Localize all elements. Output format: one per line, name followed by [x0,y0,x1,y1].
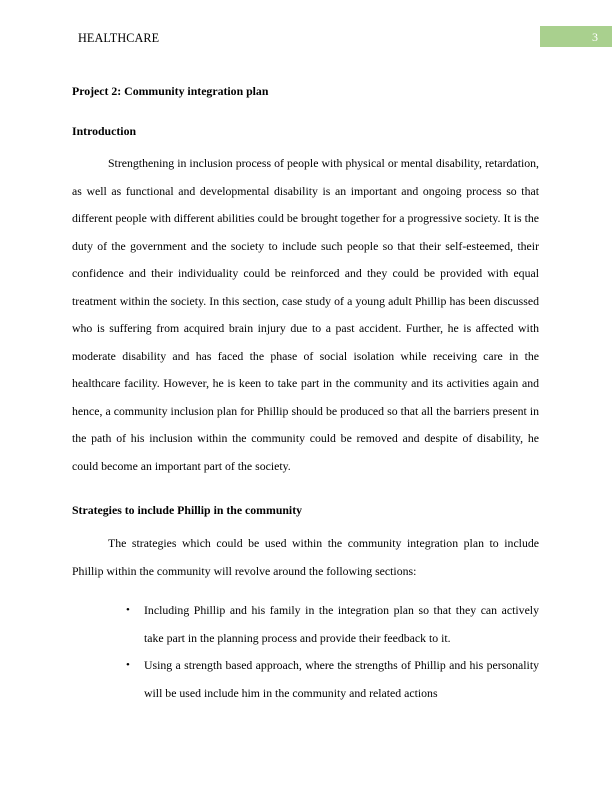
list-item [72,652,539,707]
list-item [72,597,539,652]
strategies-paragraph: The strategies which could be used within the community integration plan to include Phillip within the community will revolve around the following sections: [72,536,539,578]
introduction-heading: Introduction [72,124,137,138]
list-item-text: Using a strength based approach, where the strengths of Phillip and his personality will be used include him in the community and related actions [144,658,539,700]
strategies-list [72,597,539,707]
list-item-text: Including Phillip and his family in the integration plan so that they can actively take part in the planning process and provide their feedback to it. [144,603,539,645]
project-title: Project 2: Community integration plan [72,84,269,98]
bullet-icon: • [126,659,130,671]
introduction-paragraph: Strengthening in inclusion process of people with physical or mental disability, retardation, as well as functional and developmental disability is an important and ongoing process so that different people with different abilities could be brought together for a progressive society. It is the duty of the government and the society to include such people so that their self-esteemed, their confidence and their individuality could be reinforced and they could be provided with equal treatment within the society. In this section, case study of a young adult Phillip has been discussed who is suffering from acquired brain injury due to a past accident. Further, he is affected with moderate disability and has faced the phase of social isolation while receiving care in the healthcare facility. However, he is keen to take part in the community and its activities again and hence, a community inclusion plan for Phillip should be produced so that all the barriers present in the path of his inclusion within the community could be removed and despite of disability, he could become an important part of the society. [72,156,539,473]
running-header: HEALTHCARE [78,31,160,45]
strategies-heading: Strategies to include Phillip in the community [72,503,303,517]
bullet-icon: • [126,604,130,616]
page-number: 3 [540,26,612,47]
